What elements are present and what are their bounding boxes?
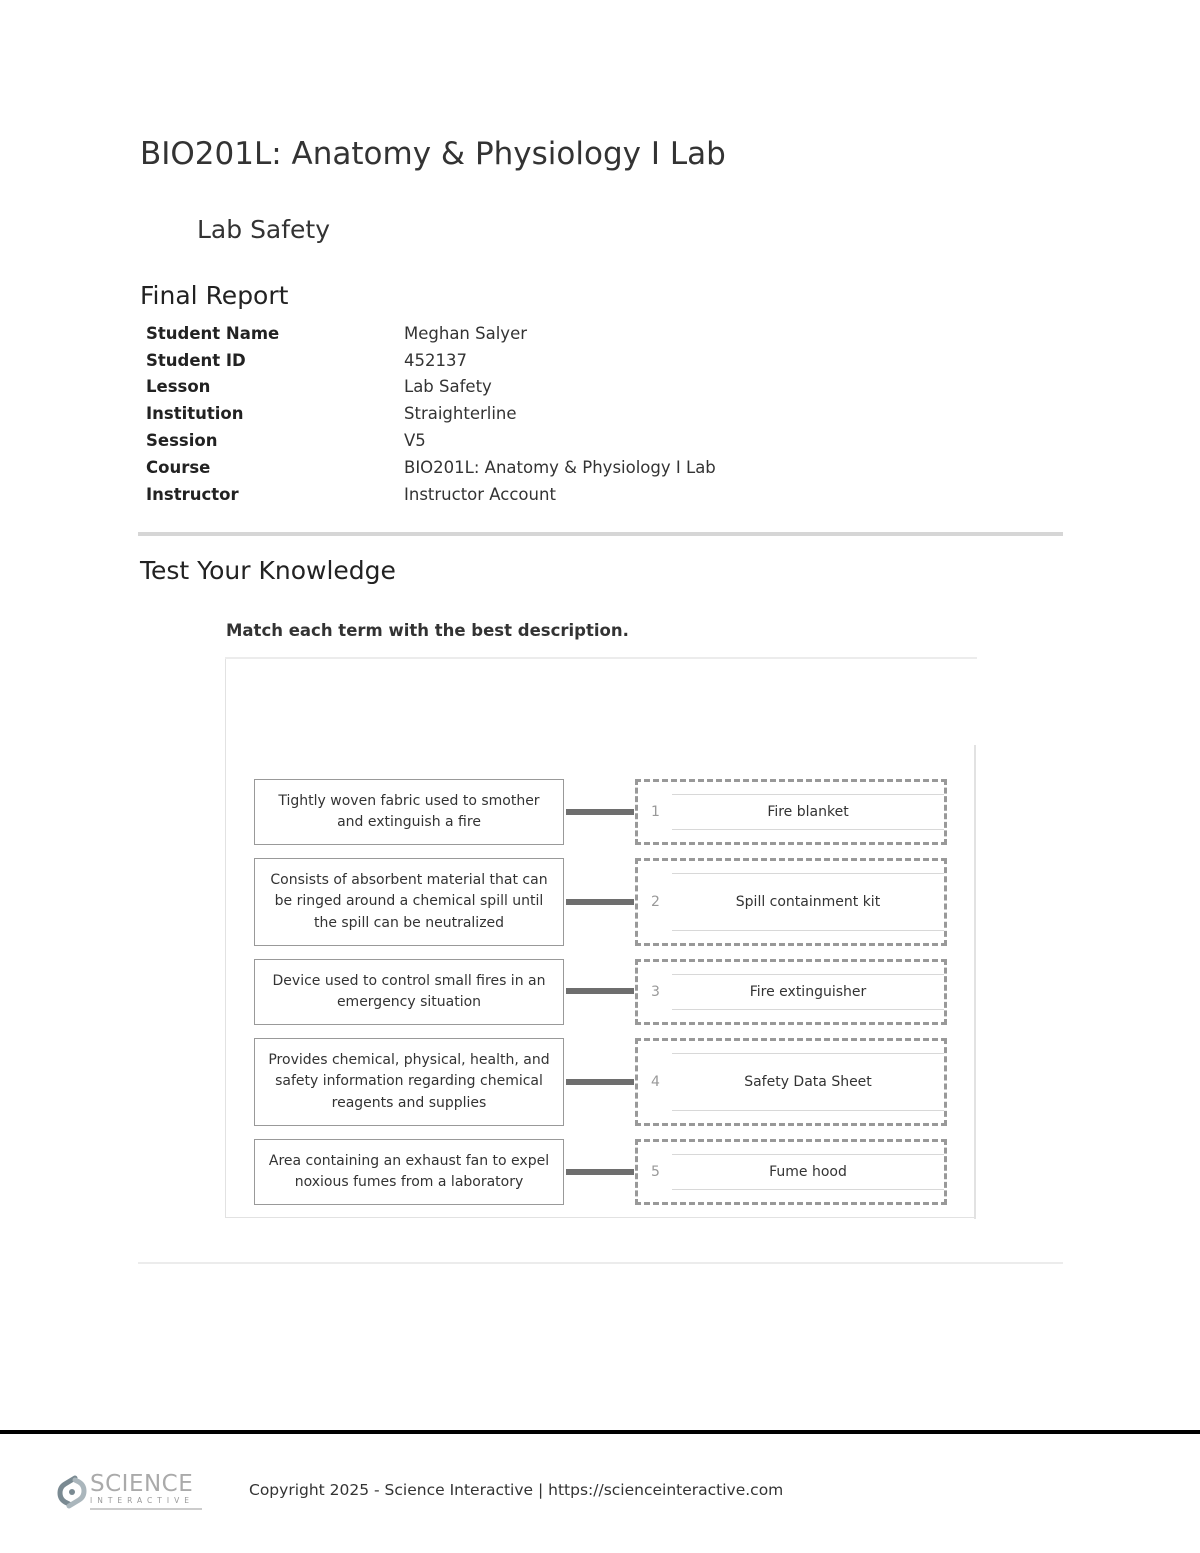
match-connector (566, 988, 634, 994)
info-row-student-id (146, 347, 716, 374)
info-value: Lab Safety (404, 377, 492, 397)
term-number: 3 (651, 984, 660, 1000)
term-label: Spill containment kit (735, 894, 881, 910)
term-number: 1 (651, 804, 660, 820)
match-description: Provides chemical, physical, health, and safety information regarding chemical reagents and supplies (254, 1038, 564, 1126)
match-term-slot[interactable] (635, 858, 947, 946)
match-term-slot[interactable] (635, 1139, 947, 1205)
term-number: 4 (651, 1074, 660, 1090)
info-row-course (146, 454, 716, 481)
match-connector (566, 899, 634, 905)
test-your-knowledge-heading: Test Your Knowledge (140, 556, 396, 585)
term-number: 5 (651, 1164, 660, 1180)
match-term-slot[interactable] (635, 959, 947, 1025)
info-value: Straighterline (404, 404, 517, 424)
footer-divider (0, 1430, 1200, 1434)
info-row-session (146, 427, 716, 454)
science-interactive-logo (57, 1468, 207, 1518)
logo-wordmark: SCIENCE (90, 1471, 194, 1497)
term-number: 2 (651, 894, 660, 910)
info-label: Lesson (146, 377, 211, 397)
info-value: Instructor Account (404, 484, 556, 504)
info-value: V5 (404, 431, 426, 451)
report-info-table (146, 320, 716, 508)
term-label: Safety Data Sheet (744, 1074, 872, 1090)
info-row-student-name (146, 320, 716, 347)
logo-tagline-graphic (90, 1508, 202, 1510)
match-description: Tightly woven fabric used to smother and extinguish a fire (254, 779, 564, 845)
logo-mark-icon (57, 1472, 87, 1512)
match-term-slot[interactable] (635, 779, 947, 845)
term-label: Fire extinguisher (749, 984, 867, 1000)
info-row-lesson (146, 374, 716, 401)
match-description: Consists of absorbent material that can be ringed around a chemical spill until the spill can be neutralized (254, 858, 564, 946)
info-row-institution (146, 400, 716, 427)
info-label: Instructor (146, 484, 239, 504)
match-connector (566, 1169, 634, 1175)
logo-subtext: INTERACTIVE (90, 1496, 194, 1505)
final-report-heading: Final Report (140, 281, 289, 310)
info-label: Institution (146, 404, 244, 424)
info-label: Student Name (146, 323, 280, 343)
info-value: 452137 (404, 350, 467, 370)
match-description: Area containing an exhaust fan to expel noxious fumes from a laboratory (254, 1139, 564, 1205)
info-label: Course (146, 457, 211, 477)
term-label: Fire blanket (767, 804, 849, 820)
info-value: BIO201L: Anatomy & Physiology I Lab (404, 457, 716, 477)
info-label: Student ID (146, 350, 246, 370)
course-title: BIO201L: Anatomy & Physiology I Lab (140, 136, 726, 172)
info-row-instructor (146, 481, 716, 508)
panel-top-border (225, 657, 977, 659)
match-description: Device used to control small fires in an emergency situation (254, 959, 564, 1025)
matching-instruction: Match each term with the best description. (226, 621, 629, 640)
term-label: Fume hood (769, 1164, 847, 1180)
section-divider (138, 532, 1063, 536)
panel-right-border (974, 745, 976, 1219)
lesson-title: Lab Safety (197, 215, 331, 244)
match-term-slot[interactable] (635, 1038, 947, 1126)
footer-copyright: Copyright 2025 - Science Interactive | https://scienceinteractive.com (249, 1481, 784, 1499)
info-label: Session (146, 431, 218, 451)
info-value: Meghan Salyer (404, 323, 528, 343)
match-connector (566, 1079, 634, 1085)
match-connector (566, 809, 634, 815)
section-divider (138, 1262, 1063, 1264)
